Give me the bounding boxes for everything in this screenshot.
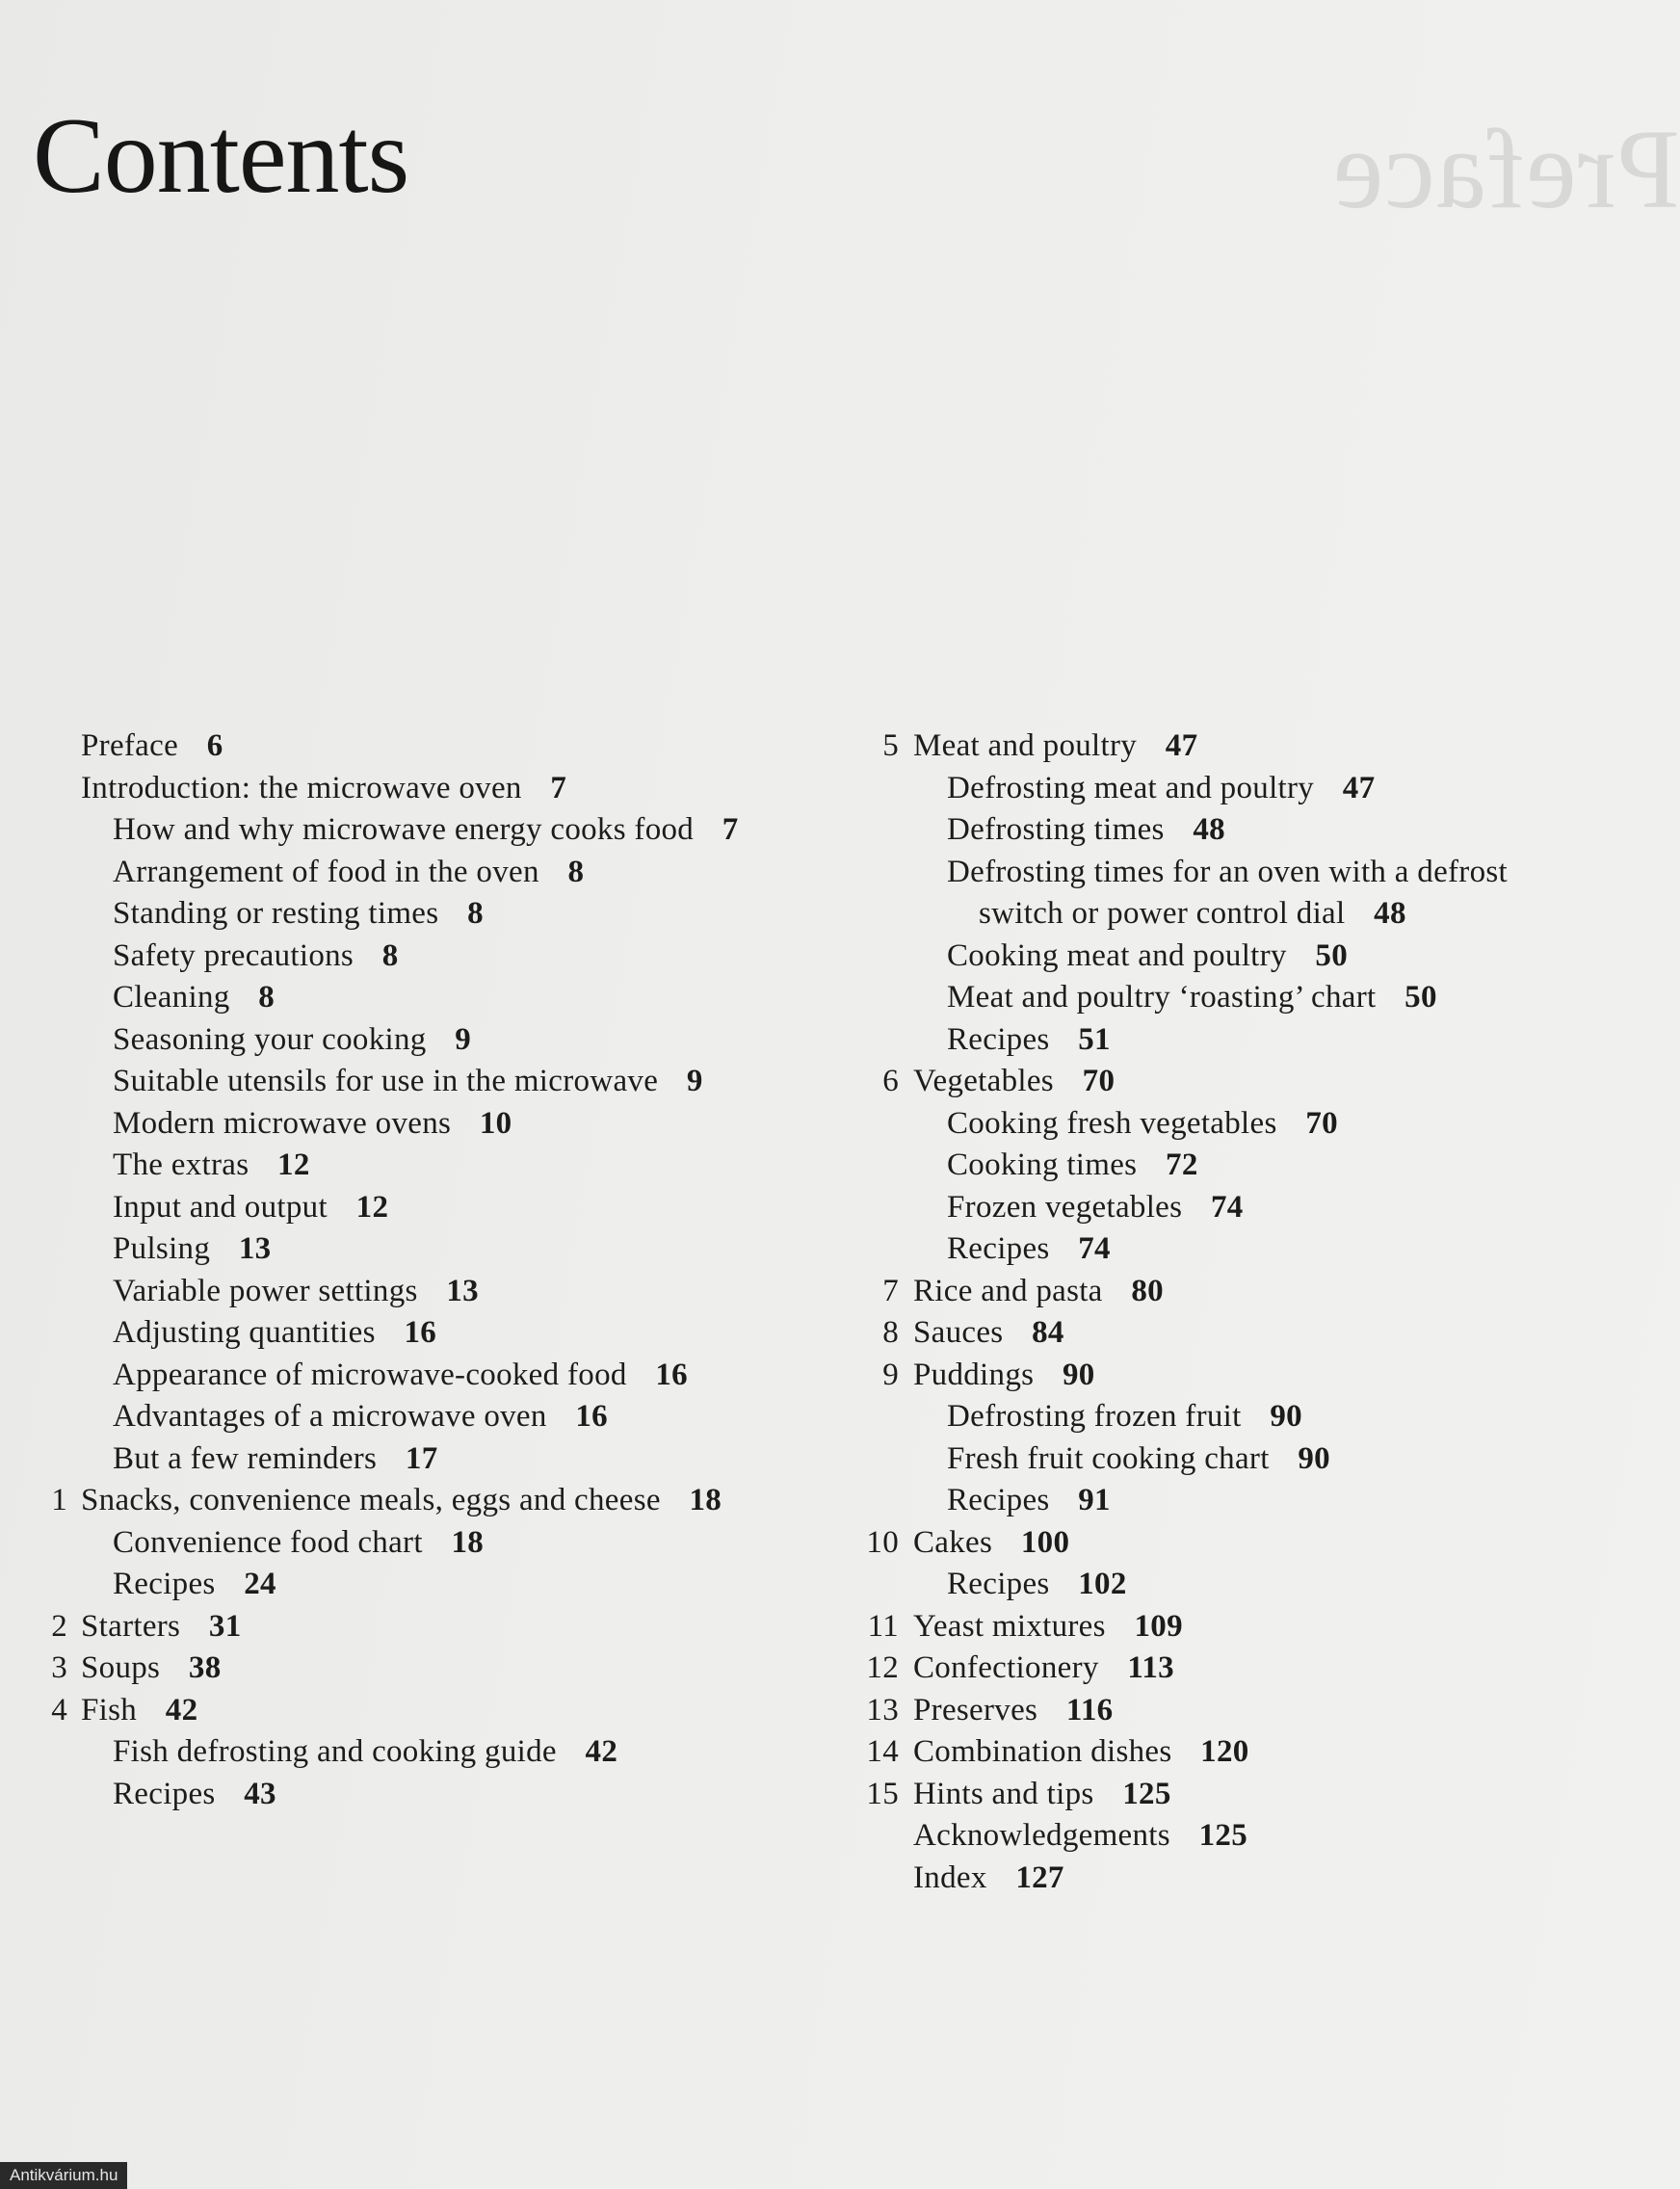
entry-label: Combination dishes	[913, 1734, 1172, 1769]
contents-entry	[862, 1480, 1633, 1522]
entry-title	[947, 1187, 1244, 1229]
entry-label: Defrosting meat and poultry	[947, 770, 1315, 805]
page-number: 74	[1078, 1231, 1111, 1266]
contents-list-left	[35, 725, 863, 1815]
entry-title	[113, 1061, 703, 1103]
entry-label: Confectionery	[913, 1650, 1099, 1685]
contents-entry	[862, 1396, 1633, 1438]
page-number: 12	[355, 1189, 389, 1225]
contents-entry	[35, 1648, 863, 1690]
contents-entry	[35, 1396, 863, 1438]
contents-entry	[35, 1522, 863, 1565]
contents-entry	[862, 1187, 1633, 1229]
chapter-number: 2	[51, 1608, 67, 1644]
contents-entry	[862, 1815, 1633, 1858]
contents-entry	[862, 1271, 1633, 1313]
entry-title	[947, 1396, 1302, 1438]
entry-title	[113, 1271, 479, 1313]
entry-title	[947, 768, 1375, 810]
page-number: 47	[1165, 728, 1198, 763]
contents-entry	[35, 768, 863, 810]
entry-label: Introduction: the microwave oven	[81, 770, 522, 805]
page-number: 90	[1298, 1440, 1330, 1476]
entry-title	[913, 1858, 1064, 1900]
chapter-number: 7	[882, 1273, 899, 1308]
contents-entry	[862, 852, 1633, 894]
contents-entry	[862, 1061, 1633, 1103]
page-number: 100	[1020, 1524, 1070, 1560]
entry-label: Meat and poultry	[913, 728, 1138, 763]
page-number: 47	[1342, 770, 1376, 805]
page-number: 12	[277, 1147, 310, 1182]
chapter-number: 12	[866, 1650, 899, 1685]
entry-title	[113, 893, 484, 936]
page-number: 72	[1166, 1147, 1198, 1182]
contents-list-right	[862, 725, 1633, 1899]
contents-entry	[35, 1731, 863, 1774]
page-number: 7	[550, 770, 567, 805]
contents-entry	[862, 1690, 1633, 1732]
contents-entry	[35, 1271, 863, 1313]
entry-label: Variable power settings	[113, 1273, 418, 1308]
entry-title	[947, 1228, 1111, 1271]
contents-entry	[862, 768, 1633, 810]
page-number: 50	[1315, 937, 1349, 973]
page-number: 31	[208, 1608, 242, 1644]
entry-label: Meat and poultry ‘roasting’ chart	[947, 980, 1377, 1015]
contents-entry	[862, 1648, 1633, 1690]
contents-entry	[862, 725, 1633, 768]
page-number: 8	[381, 937, 399, 973]
entry-label: Defrosting times	[947, 812, 1165, 847]
entry-label: Preserves	[913, 1692, 1038, 1727]
entry-title	[947, 936, 1348, 978]
entry-title	[81, 1480, 722, 1522]
contents-entry	[862, 1858, 1633, 1900]
contents-entry	[862, 977, 1633, 1019]
entry-title	[947, 977, 1437, 1019]
entry-title	[913, 1690, 1113, 1732]
entry-label: Modern microwave ovens	[113, 1105, 452, 1141]
page-number: 116	[1065, 1692, 1114, 1727]
contents-entry	[862, 1774, 1633, 1816]
entry-title	[113, 1145, 310, 1187]
page-number: 9	[686, 1064, 703, 1098]
contents-entry	[862, 809, 1633, 852]
entry-title	[913, 1815, 1247, 1858]
page-number: 48	[1193, 812, 1225, 847]
page-number: 16	[655, 1357, 688, 1392]
contents-entry	[862, 1564, 1633, 1606]
contents-entry	[35, 1145, 863, 1187]
entry-label: Frozen vegetables	[947, 1189, 1183, 1225]
chapter-number: 14	[866, 1734, 899, 1769]
entry-title	[81, 1690, 197, 1732]
contents-entry	[35, 977, 863, 1019]
entry-label: Recipes	[947, 1567, 1050, 1601]
contents-entry	[35, 1564, 863, 1606]
contents-entry	[862, 1731, 1633, 1774]
entry-label: Suitable utensils for use in the microwave	[113, 1064, 659, 1098]
entry-label: The extras	[113, 1147, 249, 1182]
page-number: 8	[258, 980, 276, 1015]
entry-label: Sauces	[913, 1315, 1004, 1350]
entry-label: Defrosting frozen fruit	[947, 1399, 1242, 1434]
entry-title	[913, 1606, 1183, 1648]
entry-title	[947, 852, 1508, 894]
entry-title	[113, 1355, 688, 1397]
contents-entry	[862, 1606, 1633, 1648]
entry-label: Index	[913, 1859, 987, 1895]
entry-title	[947, 1480, 1111, 1522]
entry-title	[913, 1648, 1174, 1690]
page-number: 16	[575, 1399, 608, 1434]
page-number: 18	[451, 1524, 485, 1560]
chapter-number: 9	[882, 1357, 899, 1392]
entry-title	[947, 1145, 1198, 1187]
page-number: 42	[165, 1692, 198, 1727]
entry-label: Cooking times	[947, 1147, 1138, 1182]
entry-title	[81, 1648, 222, 1690]
entry-title	[947, 1103, 1338, 1146]
entry-title	[81, 768, 566, 810]
page-number: 9	[455, 1021, 472, 1057]
entry-label: Acknowledgements	[913, 1818, 1170, 1853]
chapter-number: 10	[866, 1524, 899, 1560]
entry-label: Preface	[81, 728, 179, 763]
entry-label: Cakes	[913, 1524, 993, 1560]
mirrored-facing-page-title: Preface	[1332, 106, 1680, 232]
page-number: 13	[238, 1231, 272, 1266]
page-number: 8	[467, 896, 484, 931]
entry-title	[913, 1061, 1115, 1103]
entry-label: Hints and tips	[913, 1776, 1094, 1811]
entry-label: Input and output	[113, 1189, 328, 1225]
contents-entry	[35, 1480, 863, 1522]
page-number: 16	[404, 1315, 437, 1350]
entry-label: Advantages of a microwave oven	[113, 1399, 547, 1434]
page-number: 70	[1305, 1105, 1338, 1141]
chapter-number: 6	[882, 1064, 899, 1098]
entry-label: Snacks, convenience meals, eggs and cheese	[81, 1483, 661, 1517]
entry-label: Cleaning	[113, 980, 230, 1015]
page-number: 13	[446, 1273, 479, 1308]
chapter-number: 4	[51, 1692, 67, 1727]
entry-label: Soups	[81, 1650, 161, 1685]
entry-title	[113, 809, 739, 852]
entry-title	[947, 809, 1225, 852]
page-number: 18	[689, 1483, 722, 1517]
page-number: 48	[1374, 896, 1406, 931]
contents-entry	[35, 1228, 863, 1271]
entry-label: Fresh fruit cooking chart	[947, 1440, 1270, 1476]
page-number: 84	[1032, 1315, 1064, 1350]
contents-entry	[35, 1690, 863, 1732]
contents-entry	[35, 809, 863, 852]
entry-title	[913, 1731, 1249, 1774]
entry-title	[113, 1396, 608, 1438]
contents-entry	[35, 1019, 863, 1062]
page-number: 91	[1078, 1483, 1111, 1517]
contents-entry	[35, 1606, 863, 1648]
entry-label: Rice and pasta	[913, 1273, 1103, 1308]
entry-title	[81, 725, 223, 768]
page-number: 17	[405, 1440, 438, 1476]
entry-title	[979, 893, 1406, 936]
entry-label: Standing or resting times	[113, 896, 439, 931]
entry-label: Cooking meat and poultry	[947, 937, 1287, 973]
entry-label: Defrosting times for an oven with a defrost	[947, 854, 1509, 889]
page-number: 50	[1404, 980, 1437, 1015]
entry-label: Fish	[81, 1692, 138, 1727]
page-number: 109	[1134, 1608, 1183, 1644]
contents-entry	[862, 893, 1633, 936]
page-number: 10	[479, 1105, 512, 1141]
contents-entry	[35, 1438, 863, 1481]
page-number: 74	[1210, 1189, 1244, 1225]
contents-entry	[35, 725, 863, 768]
entry-label: Adjusting quantities	[113, 1315, 376, 1350]
page-number: 7	[722, 812, 739, 847]
entry-title	[113, 1564, 276, 1606]
entry-title	[113, 1228, 271, 1271]
page-number: 42	[585, 1734, 618, 1769]
chapter-number: 3	[51, 1650, 67, 1685]
page-number: 90	[1270, 1399, 1302, 1434]
entry-title	[913, 1774, 1171, 1816]
entry-label: Appearance of microwave-cooked food	[113, 1357, 627, 1392]
page-number: 90	[1062, 1357, 1095, 1392]
entry-label: How and why microwave energy cooks food	[113, 812, 695, 847]
contents-entry	[862, 1522, 1633, 1565]
entry-title	[947, 1019, 1111, 1062]
entry-title	[113, 1019, 471, 1062]
page-number: 6	[206, 728, 223, 763]
entry-label: Recipes	[113, 1776, 216, 1811]
watermark-label: Antikvárium.hu	[0, 2162, 127, 2189]
entry-title	[113, 1103, 512, 1146]
entry-label: Recipes	[947, 1021, 1050, 1057]
entry-title	[81, 1606, 242, 1648]
chapter-number: 13	[866, 1692, 899, 1727]
chapter-number: 5	[882, 728, 899, 763]
entry-title	[113, 1187, 388, 1229]
contents-entry	[862, 1228, 1633, 1271]
entry-title	[913, 725, 1197, 768]
page-number: 24	[244, 1567, 276, 1601]
contents-entry	[35, 936, 863, 978]
chapter-number: 1	[51, 1483, 67, 1517]
entry-label: Puddings	[913, 1357, 1035, 1392]
entry-title	[113, 1438, 438, 1481]
contents-entry	[35, 852, 863, 894]
contents-entry	[35, 1061, 863, 1103]
contents-entry	[35, 1187, 863, 1229]
entry-label: Recipes	[113, 1567, 216, 1601]
entry-title	[113, 977, 275, 1019]
entry-label: Cooking fresh vegetables	[947, 1105, 1277, 1141]
entry-title	[113, 936, 399, 978]
entry-title	[113, 1312, 436, 1355]
entry-title	[913, 1312, 1064, 1355]
entry-label: Recipes	[947, 1483, 1050, 1517]
page-number: 127	[1015, 1859, 1064, 1895]
entry-label: Yeast mixtures	[913, 1608, 1106, 1644]
chapter-number: 11	[867, 1608, 899, 1644]
entry-label: switch or power control dial	[979, 896, 1346, 931]
contents-entry	[35, 1774, 863, 1816]
page-number: 125	[1198, 1818, 1247, 1853]
entry-label: Convenience food chart	[113, 1524, 423, 1560]
page-number: 80	[1131, 1273, 1164, 1308]
page-number: 70	[1082, 1064, 1116, 1098]
entry-title	[113, 852, 584, 894]
contents-entry	[862, 1145, 1633, 1187]
entry-title	[947, 1564, 1127, 1606]
contents-entry	[862, 936, 1633, 978]
page-number: 113	[1127, 1650, 1174, 1685]
entry-title	[113, 1522, 484, 1565]
chapter-number: 15	[866, 1776, 899, 1811]
page-title: Contents	[33, 96, 409, 216]
entry-title	[113, 1774, 276, 1816]
page-number: 8	[567, 854, 585, 889]
entry-label: Arrangement of food in the oven	[113, 854, 539, 889]
contents-entry	[862, 1355, 1633, 1397]
entry-label: Fish defrosting and cooking guide	[113, 1734, 557, 1769]
entry-title	[913, 1522, 1069, 1565]
contents-entry	[862, 1019, 1633, 1062]
contents-entry	[862, 1103, 1633, 1146]
contents-entry	[35, 1103, 863, 1146]
page-number: 38	[188, 1650, 222, 1685]
contents-entry	[862, 1312, 1633, 1355]
chapter-number: 8	[882, 1315, 899, 1350]
page-number: 102	[1078, 1567, 1127, 1601]
entry-label: But a few reminders	[113, 1440, 378, 1476]
contents-entry	[35, 893, 863, 936]
page-number: 125	[1122, 1776, 1171, 1811]
page-number: 43	[244, 1776, 276, 1811]
entry-title	[113, 1731, 617, 1774]
entry-label: Recipes	[947, 1231, 1050, 1266]
entry-label: Starters	[81, 1608, 181, 1644]
contents-entry	[35, 1312, 863, 1355]
entry-label: Vegetables	[913, 1064, 1054, 1098]
contents-entry	[862, 1438, 1633, 1481]
contents-entry	[35, 1355, 863, 1397]
entry-label: Safety precautions	[113, 937, 354, 973]
entry-title	[947, 1438, 1330, 1481]
entry-label: Pulsing	[113, 1231, 211, 1266]
entry-label: Seasoning your cooking	[113, 1021, 427, 1057]
entry-title	[913, 1355, 1095, 1397]
page-number: 120	[1200, 1734, 1249, 1769]
entry-title	[913, 1271, 1164, 1313]
page-number: 51	[1078, 1021, 1111, 1057]
